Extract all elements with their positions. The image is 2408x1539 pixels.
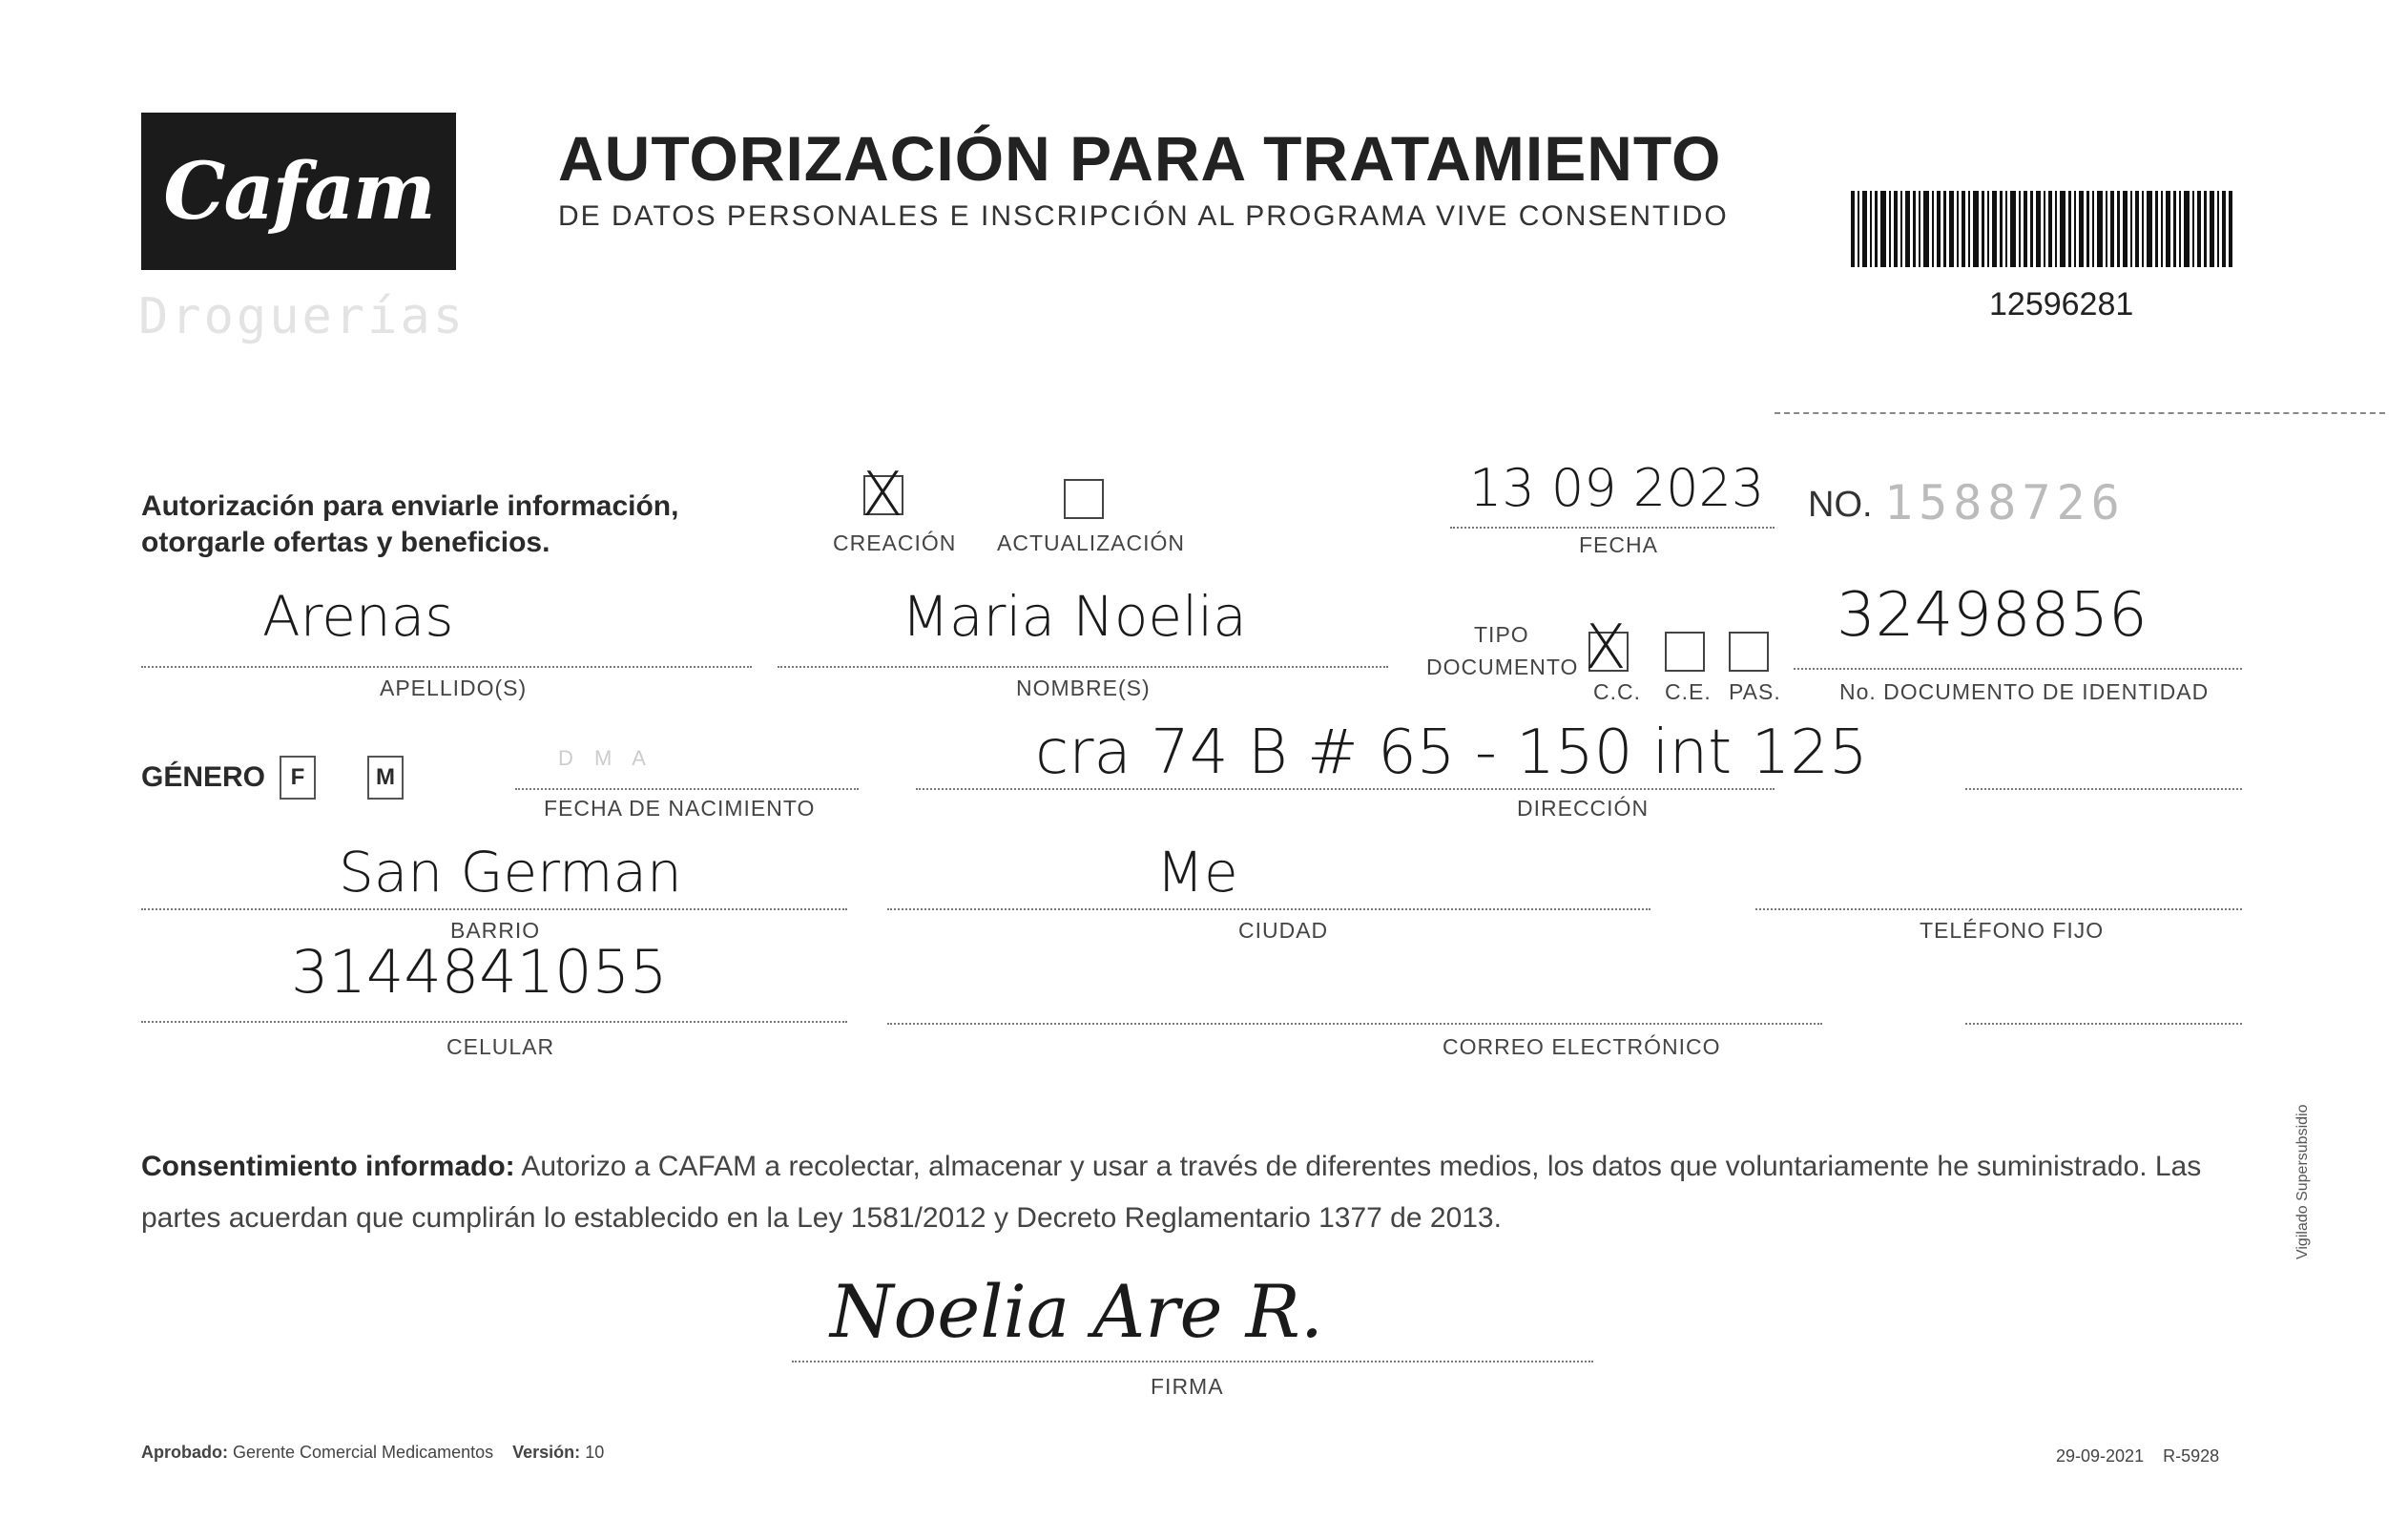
signature-value: Noelia Are R.	[830, 1269, 1324, 1354]
actualizacion-checkbox[interactable]	[1064, 479, 1104, 519]
ciudad-value[interactable]: Me	[1156, 840, 1238, 905]
barrio-value[interactable]: San German	[339, 840, 682, 905]
aprobado-label: Aprobado:	[141, 1443, 228, 1462]
actualizacion-label: ACTUALIZACIÓN	[997, 530, 1186, 555]
authorization-text	[141, 489, 678, 561]
consent-title: Consentimiento informado:	[141, 1151, 515, 1182]
tipo-label: TIPO	[1474, 622, 1529, 647]
apellidos-value[interactable]: Arenas	[262, 584, 454, 649]
creacion-checkbox[interactable]	[861, 460, 903, 530]
celular-line	[141, 1021, 847, 1023]
ciudad-line	[887, 908, 1650, 910]
fecha-label: FECHA	[1579, 532, 1658, 557]
cafam-logo: Cafam	[163, 145, 434, 238]
version-label: Versión:	[512, 1443, 581, 1462]
genero-m-box[interactable]	[367, 756, 404, 800]
ce-checkbox[interactable]	[1665, 632, 1705, 672]
cc-mark: X	[1585, 613, 1627, 683]
documento-line	[1794, 668, 2242, 670]
version-value: 10	[585, 1443, 605, 1462]
barcode-icon	[1851, 191, 2232, 267]
cc-checkbox[interactable]	[1585, 613, 1629, 683]
genero-label: GÉNERO	[141, 761, 266, 793]
direccion-line	[916, 788, 1775, 790]
genero-m-label: M	[376, 764, 395, 790]
aprobado-value: Gerente Comercial Medicamentos	[233, 1443, 494, 1462]
documento-value[interactable]: 32498856	[1837, 580, 2148, 651]
authorization-line-2: otorgarle ofertas y beneficios.	[141, 527, 550, 558]
documento-label: No. DOCUMENTO DE IDENTIDAD	[1839, 679, 2210, 704]
correo-line-extra	[1965, 1023, 2242, 1025]
celular-label: CELULAR	[446, 1034, 555, 1059]
authorization-line-1: Autorización para enviarle información,	[141, 490, 679, 522]
footer-code: R-5928	[2163, 1446, 2220, 1466]
vigilado-text: Vigilado Supersubsidio	[2294, 1104, 2311, 1259]
direccion-value[interactable]: cra 74 B # 65 - 150 int 125	[1035, 718, 1868, 788]
nacimiento-label: FECHA DE NACIMIENTO	[544, 796, 816, 821]
footer-aprobado	[141, 1443, 604, 1463]
direccion-label: DIRECCIÓN	[1517, 796, 1650, 821]
ce-label: C.E.	[1665, 679, 1712, 704]
document-title: AUTORIZACIÓN PARA TRATAMIENTO	[558, 123, 1722, 194]
apellidos-line	[141, 666, 752, 668]
divider	[1775, 412, 2385, 414]
pas-label: PAS.	[1729, 679, 1781, 704]
barcode-number: 12596281	[1989, 286, 2134, 322]
ciudad-label: CIUDAD	[1238, 918, 1329, 943]
celular-value[interactable]: 3144841055	[291, 937, 668, 1007]
logo-subtitle: Droguerías	[138, 288, 467, 345]
signature-line	[792, 1361, 1593, 1362]
genero-f-box[interactable]	[280, 756, 316, 800]
no-value: 1588726	[1884, 475, 2126, 530]
nacimiento-placeholder: D M A	[558, 746, 654, 770]
footer-date-code: 29-09-2021	[2056, 1446, 2145, 1466]
pas-checkbox[interactable]	[1729, 632, 1769, 672]
documento-tipo-label: DOCUMENTO	[1426, 655, 1579, 679]
telefono-line	[1755, 908, 2242, 910]
signature-label: FIRMA	[1151, 1374, 1224, 1399]
nacimiento-line	[515, 788, 859, 790]
consent-text: Autorizo a CAFAM a recolectar, almacenar y usar a través de diferentes medios, los datos que voluntariamente he suministrado. Las partes acuerdan que cumplirán lo establecido en la Ley 1581/2012 y Decreto Reglamentario 1377 de 2013.	[141, 1151, 2202, 1234]
nombres-line	[778, 666, 1388, 668]
cc-label: C.C.	[1593, 679, 1641, 704]
telefono-label: TELÉFONO FIJO	[1920, 918, 2105, 943]
footer-codes	[2056, 1446, 2219, 1466]
barrio-line	[141, 908, 847, 910]
genero-f-label: F	[290, 764, 305, 790]
direccion-line-extra	[1965, 788, 2242, 790]
nombres-value[interactable]: Maria Noelia	[902, 584, 1247, 649]
consent-paragraph	[141, 1141, 2240, 1244]
creacion-mark: X	[861, 460, 903, 530]
fecha-value[interactable]: 13 09 2023	[1469, 458, 1765, 518]
fecha-line	[1450, 527, 1775, 529]
barrio-label: BARRIO	[450, 918, 541, 943]
correo-line	[887, 1023, 1822, 1025]
correo-label: CORREO ELECTRÓNICO	[1443, 1034, 1721, 1059]
no-label: NO.	[1808, 485, 1873, 525]
apellidos-label: APELLIDO(S)	[380, 676, 528, 700]
creacion-label: CREACIÓN	[833, 530, 957, 555]
nombres-label: NOMBRE(S)	[1016, 676, 1151, 700]
document-subtitle: DE DATOS PERSONALES E INSCRIPCIÓN AL PROGRAMA VIVE CONSENTIDO	[558, 200, 1729, 232]
